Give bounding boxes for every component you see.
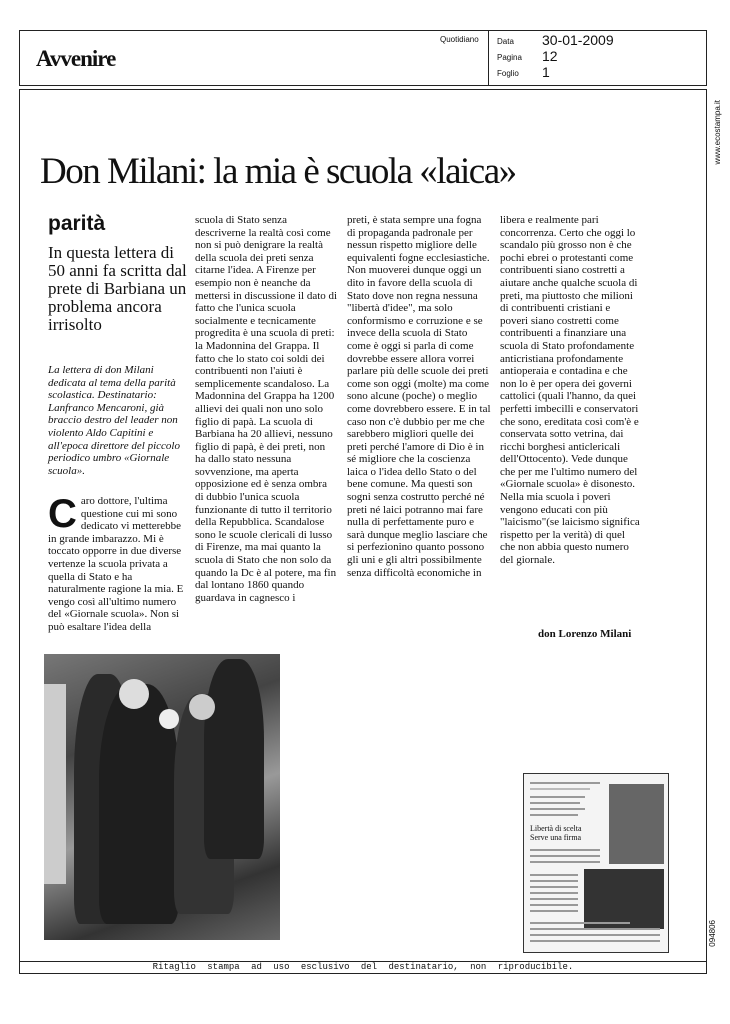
data-value: 30-01-2009 bbox=[542, 32, 614, 48]
article-kicker: parità bbox=[48, 212, 106, 235]
article-signature: don Lorenzo Milani bbox=[538, 628, 632, 640]
article-title: Don Milani: la mia è scuola «laica» bbox=[40, 151, 516, 192]
thumbnail-headline: Libertà di scelta Serve una firma bbox=[530, 824, 582, 842]
footer-note: Ritaglio stampa ad uso esclusivo del destinatario, non riproducibile. bbox=[19, 962, 707, 974]
data-label: Data bbox=[497, 37, 514, 46]
page-thumbnail bbox=[523, 773, 669, 953]
side-code: 094806 bbox=[708, 920, 717, 947]
pagina-label: Pagina bbox=[497, 53, 522, 62]
article-photo bbox=[44, 654, 280, 940]
side-url: www.ecostampa.it bbox=[713, 100, 722, 165]
article-column-2: scuola di Stato senza descriverne la realtà così come non si può denigrare la realtà della scuola dei preti senza citarne l'idea. A Firenze per esempio non è neanche da mettersi in discussione il dato di fatto che l'unica scuola socialmente e tecnicamente progredita è una scuola di preti: la Madonnina del Grappa. Il fatto che lo stato coi soldi dei contribuenti non l'aiuti è semplicemente scandaloso. La Madonnina del Grappa ha 1200 allievi dei quali non uno solo figlio di papà. La scuola di Barbiana ha 20 allievi, nessuno figlio di papà, è dei preti, non ha dallo stato nessuna sovvenzione, ma aperta opposizione ed è senza ombra di dubbio l'unica scuola funzionante di tutto il territorio della Repubblica. Scandalose sono le scuole clericali di lusso di Firenze, ma mai quanto la scuola di Stato che non solo da quando la Dc è al potere, ma fin dal lontano 1860 quando guardava in cagnesco i bbox=[195, 214, 338, 604]
foglio-value: 1 bbox=[542, 64, 550, 80]
column-1-text: aro dottore, l'ultima questione cui mi sono dedicato vi metterebbe in grande imbarazzo. Mi è toccato opporre in due diverse vertenze la scuola privata a quella di Stato e ha naturalmente ragione la mia. E vengo così all'ultimo numero del «Giornale scuola». Non si può esaltare l'idea della bbox=[48, 495, 184, 633]
drop-cap: C bbox=[48, 492, 77, 536]
newspaper-logo: Avvenire bbox=[36, 46, 116, 71]
article-intro: La lettera di don Milani dedicata al tema della parità scolastica. Destinatario: Lanfranco Mencaroni, già braccio destro del leader non violento Aldo Capitini e all'epoca direttore del piccolo periodico umbro «Giornale scuola». bbox=[48, 364, 180, 477]
article-column-1 bbox=[48, 492, 188, 634]
quotidiano-label: Quotidiano bbox=[440, 35, 479, 44]
article-column-3: preti, è stata sempre una fogna di propaganda padronale per nessun rispetto migliore delle equivalenti fogne ecclesiastiche. Non muoverei dunque oggi un dito in favore della scuola di Stato dove non regna nessuna "libertà d'idee", ma solo conformismo e corruzione e se invece della scuola di Stato come è oggi si parla di come dovrebbe essere allora vorrei parlare più delle scuole dei preti come son oggi (molte) ma come sono alcune (poche) o meglio come dovrebbero essere. E in tal caso non c'è dubbio per me che sarebbero migliori quelle dei preti perché l'amore di Dio è in sé migliore che la coscienza laica o l'idea dello Stato o del bene comune. Ma questi son sogni senza costrutto perché né preti né laici potranno mai fare nulla di perfettamente puro e sarà dunque meglio lasciare che si perfezionino quanto possono gli uni e gli altri possibilmente senza difficoltà economiche in bbox=[347, 214, 491, 579]
article-subtitle: In questa lettera di 50 anni fa scritta dal prete di Barbiana un problema ancora irrisolto bbox=[48, 243, 187, 334]
foglio-label: Foglio bbox=[497, 69, 519, 78]
pagina-value: 12 bbox=[542, 48, 558, 64]
article-column-4: libera e realmente pari concorrenza. Certo che oggi lo scandalo più grosso non è che pochi ebrei o protestanti come contribuenti siano costretti a aiutare anche qualche scuola di preti, ma piuttosto che milioni di contribuenti cristiani e poveri siano costretti come contribuenti a finanziare una scuola di Stato profondamente anticristiana profondamente antioperaia e contadina e che non lo è per opera dei governi cattolici (quali l'hanno, da quei perfetti imbecilli e conservatori che sono, ereditata così com'è e conservata sotto vetrina, dai ricchi borghesi anticlericali dell'Ottocento). Vede dunque che per me l'ultimo numero del «Giornale scuola» è disonesto. Nella mia scuola i poveri vengono educati con più "laicismo"(se laicismo significa rispetto per la verità) di quel che non abbia questo numero del giornale. bbox=[500, 214, 640, 567]
